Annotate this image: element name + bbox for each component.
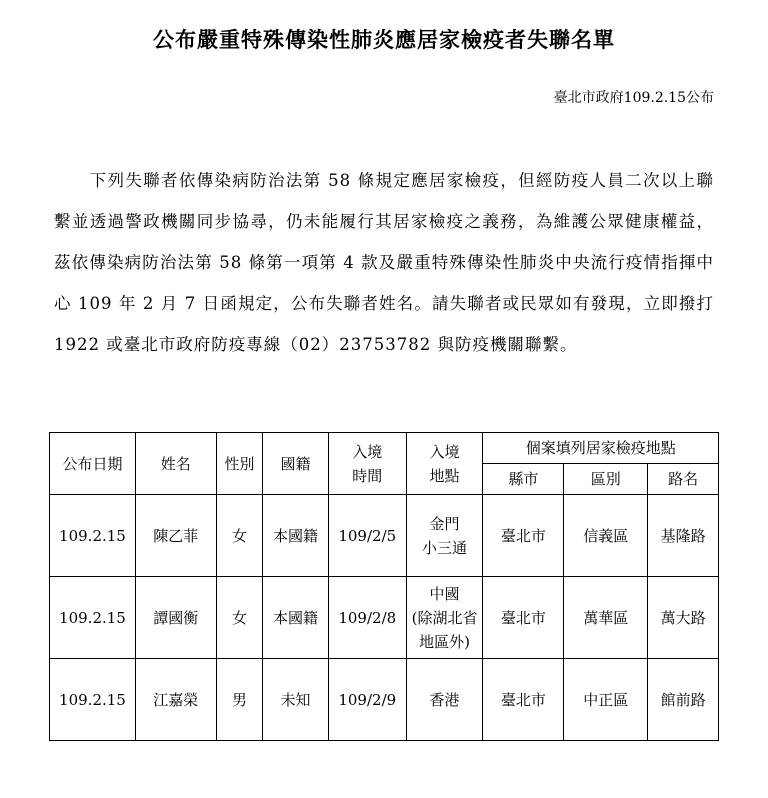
header-name: 姓名 bbox=[135, 433, 216, 495]
header-nationality: 國籍 bbox=[263, 433, 329, 495]
table-row bbox=[50, 495, 719, 577]
header-entry-time-line2: 時間 bbox=[352, 466, 383, 485]
header-entry-place-line2: 地點 bbox=[429, 466, 460, 485]
cell-entry-place bbox=[406, 495, 483, 577]
header-entry-place bbox=[406, 433, 483, 495]
cell-entry-place bbox=[406, 659, 483, 741]
table-body bbox=[50, 495, 719, 741]
cell-date: 109.2.15 bbox=[50, 577, 136, 659]
cell-name: 陳乙菲 bbox=[135, 495, 216, 577]
cell-city: 臺北市 bbox=[483, 577, 564, 659]
header-entry-place-line1: 入境 bbox=[429, 442, 460, 461]
cell-nationality: 本國籍 bbox=[263, 577, 329, 659]
cell-entry-time: 109/2/5 bbox=[328, 495, 406, 577]
header-road: 路名 bbox=[648, 464, 719, 495]
entry-place-line: 小三通 bbox=[422, 538, 468, 557]
cell-entry-place bbox=[406, 577, 483, 659]
cell-road: 基隆路 bbox=[648, 495, 719, 577]
cell-nationality: 未知 bbox=[263, 659, 329, 741]
document-title: 公布嚴重特殊傳染性肺炎應居家檢疫者失聯名單 bbox=[153, 28, 615, 52]
header-entry-time-line1: 入境 bbox=[352, 442, 383, 461]
notice-paragraph: 下列失聯者依傳染病防治法第 58 條規定應居家檢疫，但經防疫人員二次以上聯繫並透過警政機關同步協尋，仍未能履行其居家檢疫之義務，為維護公眾健康權益，茲依傳染病防治法第 58 條第一項第 4 款及嚴重特殊傳染性肺炎中央流行疫情指揮中心 109 年 2 月 7 日函規定，公布失聯者姓名。請失聯者或民眾如有發現，立即撥打 1922 或臺北市政府防疫專線（02）23753782 與防疫機關聯繫。 bbox=[54, 171, 714, 354]
cell-district: 信義區 bbox=[564, 495, 648, 577]
cell-date: 109.2.15 bbox=[50, 659, 136, 741]
header-district: 區別 bbox=[564, 464, 648, 495]
cell-road: 館前路 bbox=[648, 659, 719, 741]
cell-name: 譚國衡 bbox=[135, 577, 216, 659]
header-city: 縣市 bbox=[483, 464, 564, 495]
entry-place-line: (除湖北省 bbox=[411, 608, 478, 627]
table-row bbox=[50, 659, 719, 741]
cell-district: 中正區 bbox=[564, 659, 648, 741]
cell-district: 萬華區 bbox=[564, 577, 648, 659]
header-entry-time bbox=[328, 433, 406, 495]
table-row bbox=[50, 577, 719, 659]
cell-entry-time: 109/2/9 bbox=[328, 659, 406, 741]
entry-place-line: 金門 bbox=[429, 514, 460, 533]
issuer-date: 臺北市政府109.2.15公布 bbox=[553, 90, 714, 106]
header-quarantine-location: 個案填列居家檢疫地點 bbox=[483, 433, 719, 464]
entry-place-line: 中國 bbox=[429, 584, 460, 603]
cell-city: 臺北市 bbox=[483, 659, 564, 741]
header-date: 公布日期 bbox=[50, 433, 136, 495]
missing-persons-table bbox=[49, 432, 719, 741]
cell-date: 109.2.15 bbox=[50, 495, 136, 577]
cell-entry-time: 109/2/8 bbox=[328, 577, 406, 659]
header-sex: 性別 bbox=[216, 433, 262, 495]
cell-nationality: 本國籍 bbox=[263, 495, 329, 577]
cell-road: 萬大路 bbox=[648, 577, 719, 659]
cell-name: 江嘉榮 bbox=[135, 659, 216, 741]
cell-city: 臺北市 bbox=[483, 495, 564, 577]
cell-sex: 男 bbox=[216, 659, 262, 741]
entry-place-line: 香港 bbox=[429, 690, 460, 709]
cell-sex: 女 bbox=[216, 577, 262, 659]
cell-sex: 女 bbox=[216, 495, 262, 577]
entry-place-line: 地區外) bbox=[419, 632, 470, 651]
